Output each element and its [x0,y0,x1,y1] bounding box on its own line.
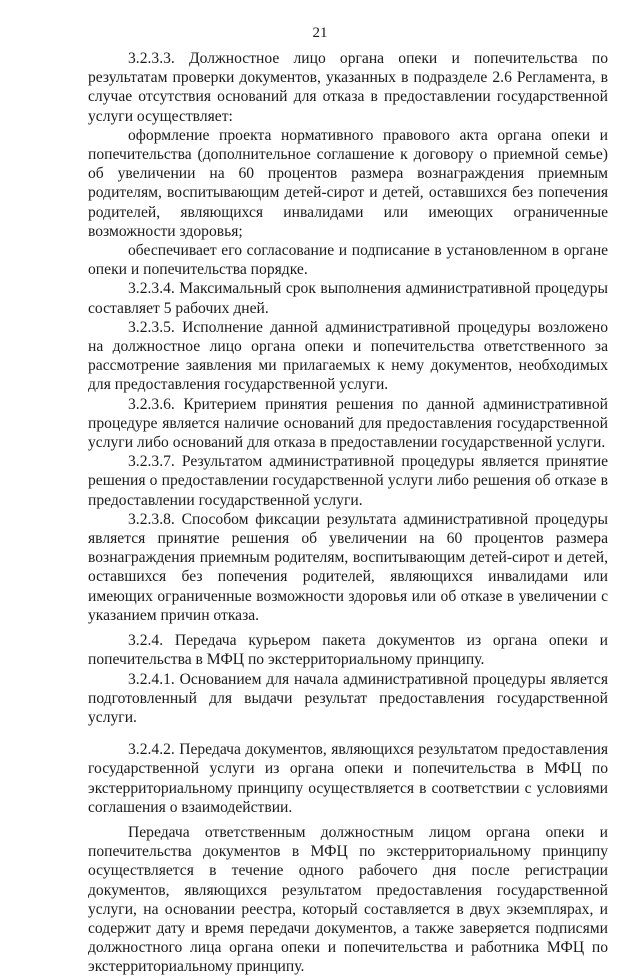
paragraph-3-2-3-8: 3.2.3.8. Способом фиксации результата административной процедуры является принятие решения об увеличении на 60 процентов размера вознаграждения приемным родителям, воспитывающим детей-сирот и детей, оставшихся без попечения родителей, являющихся инвалидами или имеющих ограниченные возможности здоровья или об отказе в увеличении с указанием причин отказа. [88,510,608,624]
paragraph-3-2-3-7: 3.2.3.7. Результатом административной процедуры является принятие решения о предоставлении государственной услуги либо решения об отказе в предоставлении государственной услуги. [88,453,608,509]
paragraph-3-2-3-4: 3.2.3.4. Максимальный срок выполнения административной процедуры составляет 5 рабочих дней. [88,280,608,317]
paragraph-3-2-3-3: 3.2.3.3. Должностное лицо органа опеки и попечительства по результатам проверки документов, указанных в подразделе 2.6 Регламента, в случае отсутствия оснований для отказа в предоставлении государственной услуги осуществляет: [88,50,608,125]
paragraph-3-2-4-1: 3.2.4.1. Основанием для начала административной процедуры является подготовленный для выдачи результат предоставления государственной услуги. [88,670,608,726]
paragraph-3-2-4: 3.2.4. Передача курьером пакета документов из органа опеки и попечительства в МФЦ по экстерриториальному принципу. [88,632,608,669]
paragraph-transfer: Передача ответственным должностным лицом органа опеки и попечительства документов в МФЦ по экстерриториальному принципу осуществляется в течение одного рабочего дня после регистрации документов, являющихся результатом предоставления государственной услуги, на основании реестра, который составляется в двух экземплярах, и содержит дату и время передачи документов, а также заверяется подписями должностного лица органа опеки и попечительства и работника МФЦ по экстерриториальному принципу. [88,823,608,976]
paragraph-3-2-3-5: 3.2.3.5. Исполнение данной административной процедуры возложено на должностное лицо органа опеки и попечительства ответственного за рассмотрение заявления ми прилагаемых к нему документов, необходимых для предоставления государственной услуги. [88,318,608,394]
paragraph-approval: обеспечивает его согласование и подписание в установленном в органе опеки и попечительства порядке. [88,242,608,279]
paragraph-3-2-3-6: 3.2.3.6. Критерием принятия решения по данной административной процедуре является наличие оснований для предоставления государственной услуги либо оснований для отказа в предоставлении государственной услуги. [88,395,608,452]
page-number: 21 [312,25,328,41]
paragraph-draft-act: оформление проекта нормативного правового акта органа опеки и попечительства (дополнительное соглашение к договору о приемной семье) об увеличении на 60 процентов размера вознаграждения приемным родителям, воспитывающим детей-сирот и детей, оставшихся без попечения родителей, являющихся инвалидами или имеющих ограниченные возможности здоровья; [88,126,608,240]
paragraph-3-2-4-2: 3.2.4.2. Передача документов, являющихся результатом предоставления государственной услуги из органа опеки и попечительства в МФЦ по экстерриториальному принципу осуществляется в соответствии с условиями соглашения о взаимодействии. [88,741,608,816]
document-body [88,49,608,977]
